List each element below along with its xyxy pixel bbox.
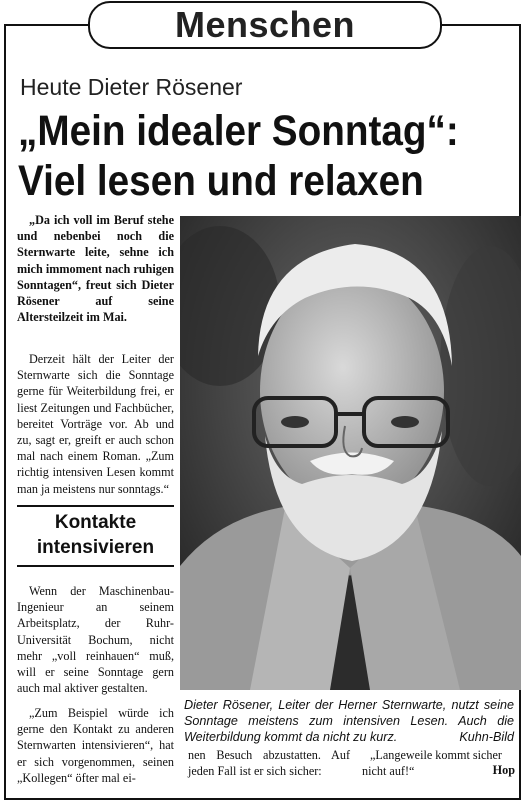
body-text-1: Derzeit hält der Leiter der Sternwarte sich die Sonntage gerne für Weiterbildung frei, er liest Zeitungen und Fachbücher, bereitet Vorträge vor. Ab und zu, sagt er, greift er auch schon mal nach einem Roman. „Zum richtig intensiven Lesen kommt man ja meistens nur sonntags.“ xyxy=(17,352,174,496)
portrait-illustration xyxy=(180,216,521,690)
photo-credit: Kuhn-Bild xyxy=(459,730,514,744)
headline-line-1: „Mein idealer Sonntag“: xyxy=(18,107,459,155)
lead-text: „Da ich voll im Beruf stehe und nebenbei noch die Sternwarte leite, sehne ich mich immoment nach ruhigen Sonntagen“, freut sich Dieter Rösener auf seine Altersteilzeit im Mai. xyxy=(17,213,174,325)
body-text-3: „Zum Beispiel würde ich gerne den Kontakt zu anderen Sternwarten intensivieren“, hat er sich vorgenommen, seinen „Kollegen“ öfter mal ei- xyxy=(17,706,174,785)
caption-text: Dieter Rösener, Leiter der Herner Sternwarte, nutzt seine Sonntage meistens zum intensiven Lesen. Auch die Weiterbildung kommt da nicht zu kurz. xyxy=(184,698,514,744)
section-title: Menschen xyxy=(174,4,356,45)
body-paragraph-1 xyxy=(17,351,174,497)
body-paragraph-3 xyxy=(17,705,174,786)
article-kicker: Heute Dieter Rösener xyxy=(20,74,243,100)
author-signature: Hop xyxy=(492,763,515,777)
closing-quote xyxy=(362,747,512,779)
body-paragraph-2 xyxy=(17,583,174,696)
article-headline xyxy=(18,106,459,206)
subhead-line-2: intensivieren xyxy=(36,537,155,558)
closing-quote-text: „Langeweile kommt sicher nicht auf!“ xyxy=(362,748,502,779)
body-text-2: Wenn der Maschinenbau-Ingenieur an seinem Arbeitsplatz, der Ruhr-Universität Bochum, nicht mehr „voll reinhauen“ muß, will er seine Sonntage gern auch mal aktiver gestalten. xyxy=(17,584,174,696)
body-continuation: nen Besuch abzustatten. Auf jeden Fall ist er sich sicher: xyxy=(188,748,350,779)
portrait-photo xyxy=(180,216,521,690)
headline-line-2: Viel lesen und relaxen xyxy=(18,157,424,205)
photo-caption xyxy=(184,697,514,745)
subheadline xyxy=(17,510,174,560)
subhead-rule-bottom xyxy=(17,565,174,567)
section-rubric xyxy=(88,1,442,49)
lead-paragraph xyxy=(17,212,174,325)
subhead-line-1: Kontakte xyxy=(54,512,137,533)
subhead-rule-top xyxy=(17,505,174,507)
